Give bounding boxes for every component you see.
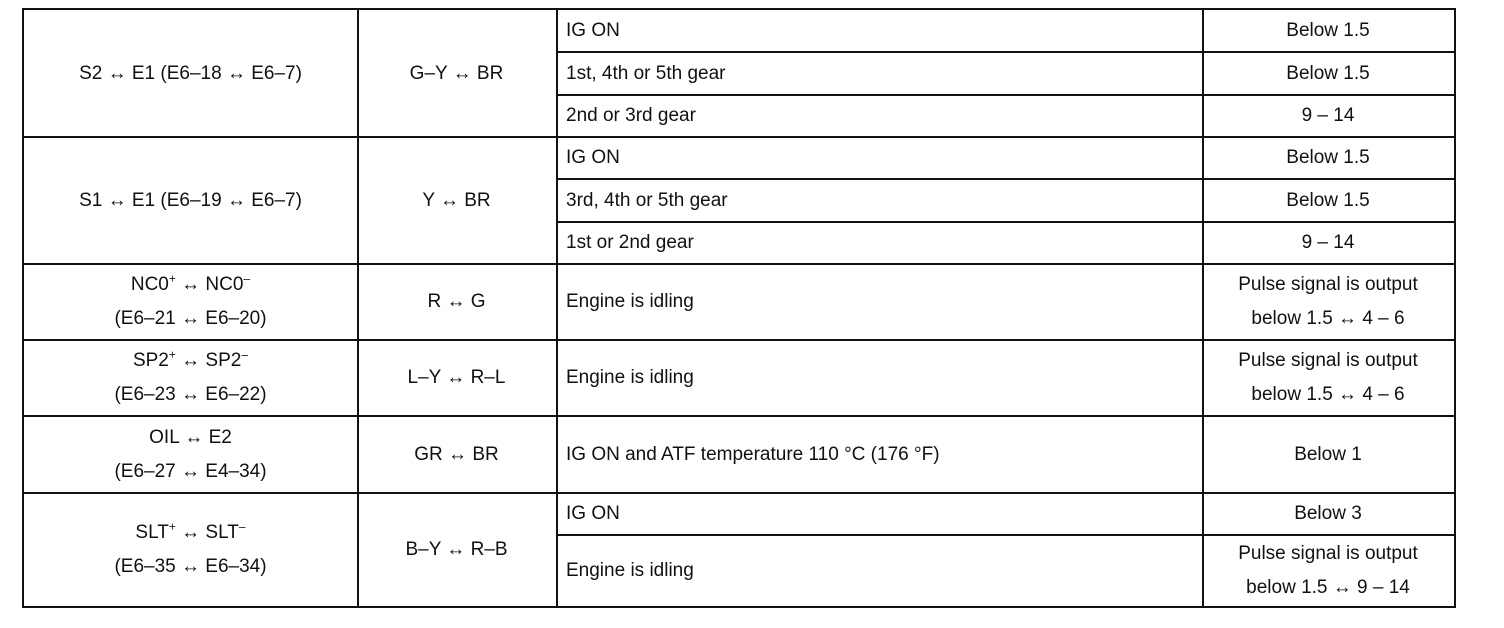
condition-cell bbox=[556, 535, 1202, 606]
terminal-line: SLT+ ↔ SLT– bbox=[135, 519, 246, 543]
specified-value-cell bbox=[1202, 137, 1454, 179]
specified-value: Below 1.5 bbox=[1286, 62, 1370, 84]
condition-cell bbox=[556, 416, 1202, 493]
wiring-color: L–Y ↔ R–L bbox=[407, 367, 506, 388]
specified-value: Below 3 bbox=[1294, 503, 1362, 524]
condition-cell bbox=[556, 52, 1202, 95]
condition-cell bbox=[556, 264, 1202, 340]
condition-cell bbox=[556, 137, 1202, 179]
wiring-color-cell bbox=[357, 137, 556, 264]
terminal-cell bbox=[24, 493, 357, 606]
specified-value: Below 1.5 bbox=[1286, 189, 1370, 211]
specified-value: Below 1 bbox=[1294, 443, 1362, 465]
specified-value-cell bbox=[1202, 10, 1454, 52]
condition-text: IG ON bbox=[566, 20, 620, 41]
wiring-color: R ↔ G bbox=[427, 291, 486, 312]
condition-text: IG ON bbox=[566, 503, 620, 524]
wiring-color: GR ↔ BR bbox=[414, 443, 499, 465]
specified-value-cell bbox=[1202, 179, 1454, 222]
terminal-line: (E6–21 ↔ E6–20) bbox=[114, 308, 267, 329]
specified-value: Pulse signal is output bbox=[1238, 274, 1418, 295]
terminal-line: S2 ↔ E1 (E6–18 ↔ E6–7) bbox=[79, 62, 302, 84]
terminal-voltage-table bbox=[22, 8, 1456, 608]
terminal-cell bbox=[24, 264, 357, 340]
terminal-cell bbox=[24, 416, 357, 493]
specified-value: 9 – 14 bbox=[1301, 105, 1355, 126]
specified-value-cell bbox=[1202, 493, 1454, 535]
wiring-color-cell bbox=[357, 10, 556, 137]
terminal-line: (E6–23 ↔ E6–22) bbox=[114, 384, 267, 405]
wiring-color-cell bbox=[357, 264, 556, 340]
condition-text: 1st or 2nd gear bbox=[566, 232, 694, 253]
specified-value-cell bbox=[1202, 222, 1454, 264]
condition-cell bbox=[556, 493, 1202, 535]
wiring-color: G–Y ↔ BR bbox=[409, 62, 504, 84]
condition-text: Engine is idling bbox=[566, 559, 694, 581]
condition-cell bbox=[556, 340, 1202, 416]
specified-value-cell bbox=[1202, 95, 1454, 137]
condition-text: 1st, 4th or 5th gear bbox=[566, 62, 726, 84]
terminal-line: (E6–35 ↔ E6–34) bbox=[114, 555, 267, 577]
specified-value-cell bbox=[1202, 340, 1454, 416]
specified-value: below 1.5 ↔ 4 – 6 bbox=[1251, 384, 1405, 405]
condition-text: Engine is idling bbox=[566, 367, 694, 388]
terminal-line: (E6–27 ↔ E4–34) bbox=[114, 460, 267, 482]
specified-value-cell bbox=[1202, 52, 1454, 95]
wiring-color: Y ↔ BR bbox=[422, 189, 491, 211]
terminal-line: S1 ↔ E1 (E6–19 ↔ E6–7) bbox=[79, 189, 302, 211]
specified-value: Below 1.5 bbox=[1286, 20, 1370, 41]
terminal-cell bbox=[24, 340, 357, 416]
condition-text: IG ON bbox=[566, 147, 620, 168]
condition-text: IG ON and ATF temperature 110 °C (176 °F) bbox=[566, 443, 940, 465]
specified-value: 9 – 14 bbox=[1301, 232, 1355, 253]
specified-value: below 1.5 ↔ 4 – 6 bbox=[1251, 308, 1405, 329]
condition-text: 3rd, 4th or 5th gear bbox=[566, 189, 728, 211]
terminal-line: NC0+ ↔ NC0– bbox=[130, 271, 251, 295]
condition-cell bbox=[556, 95, 1202, 137]
wiring-color: B–Y ↔ R–B bbox=[405, 538, 508, 560]
specified-value: Pulse signal is output bbox=[1238, 350, 1418, 371]
terminal-cell bbox=[24, 137, 357, 264]
terminal-cell bbox=[24, 10, 357, 137]
specified-value-cell bbox=[1202, 264, 1454, 340]
wiring-color-cell bbox=[357, 416, 556, 493]
specified-value-cell bbox=[1202, 416, 1454, 493]
condition-text: Engine is idling bbox=[566, 291, 694, 312]
wiring-color-cell bbox=[357, 493, 556, 606]
condition-text: 2nd or 3rd gear bbox=[566, 105, 696, 126]
condition-cell bbox=[556, 222, 1202, 264]
terminal-line: OIL ↔ E2 bbox=[149, 426, 232, 448]
specified-value: below 1.5 ↔ 9 – 14 bbox=[1246, 576, 1410, 598]
condition-cell bbox=[556, 10, 1202, 52]
specified-value: Below 1.5 bbox=[1286, 147, 1370, 168]
terminal-line: SP2+ ↔ SP2– bbox=[132, 347, 249, 371]
wiring-color-cell bbox=[357, 340, 556, 416]
specified-value: Pulse signal is output bbox=[1238, 542, 1418, 564]
specified-value-cell bbox=[1202, 535, 1454, 606]
condition-cell bbox=[556, 179, 1202, 222]
